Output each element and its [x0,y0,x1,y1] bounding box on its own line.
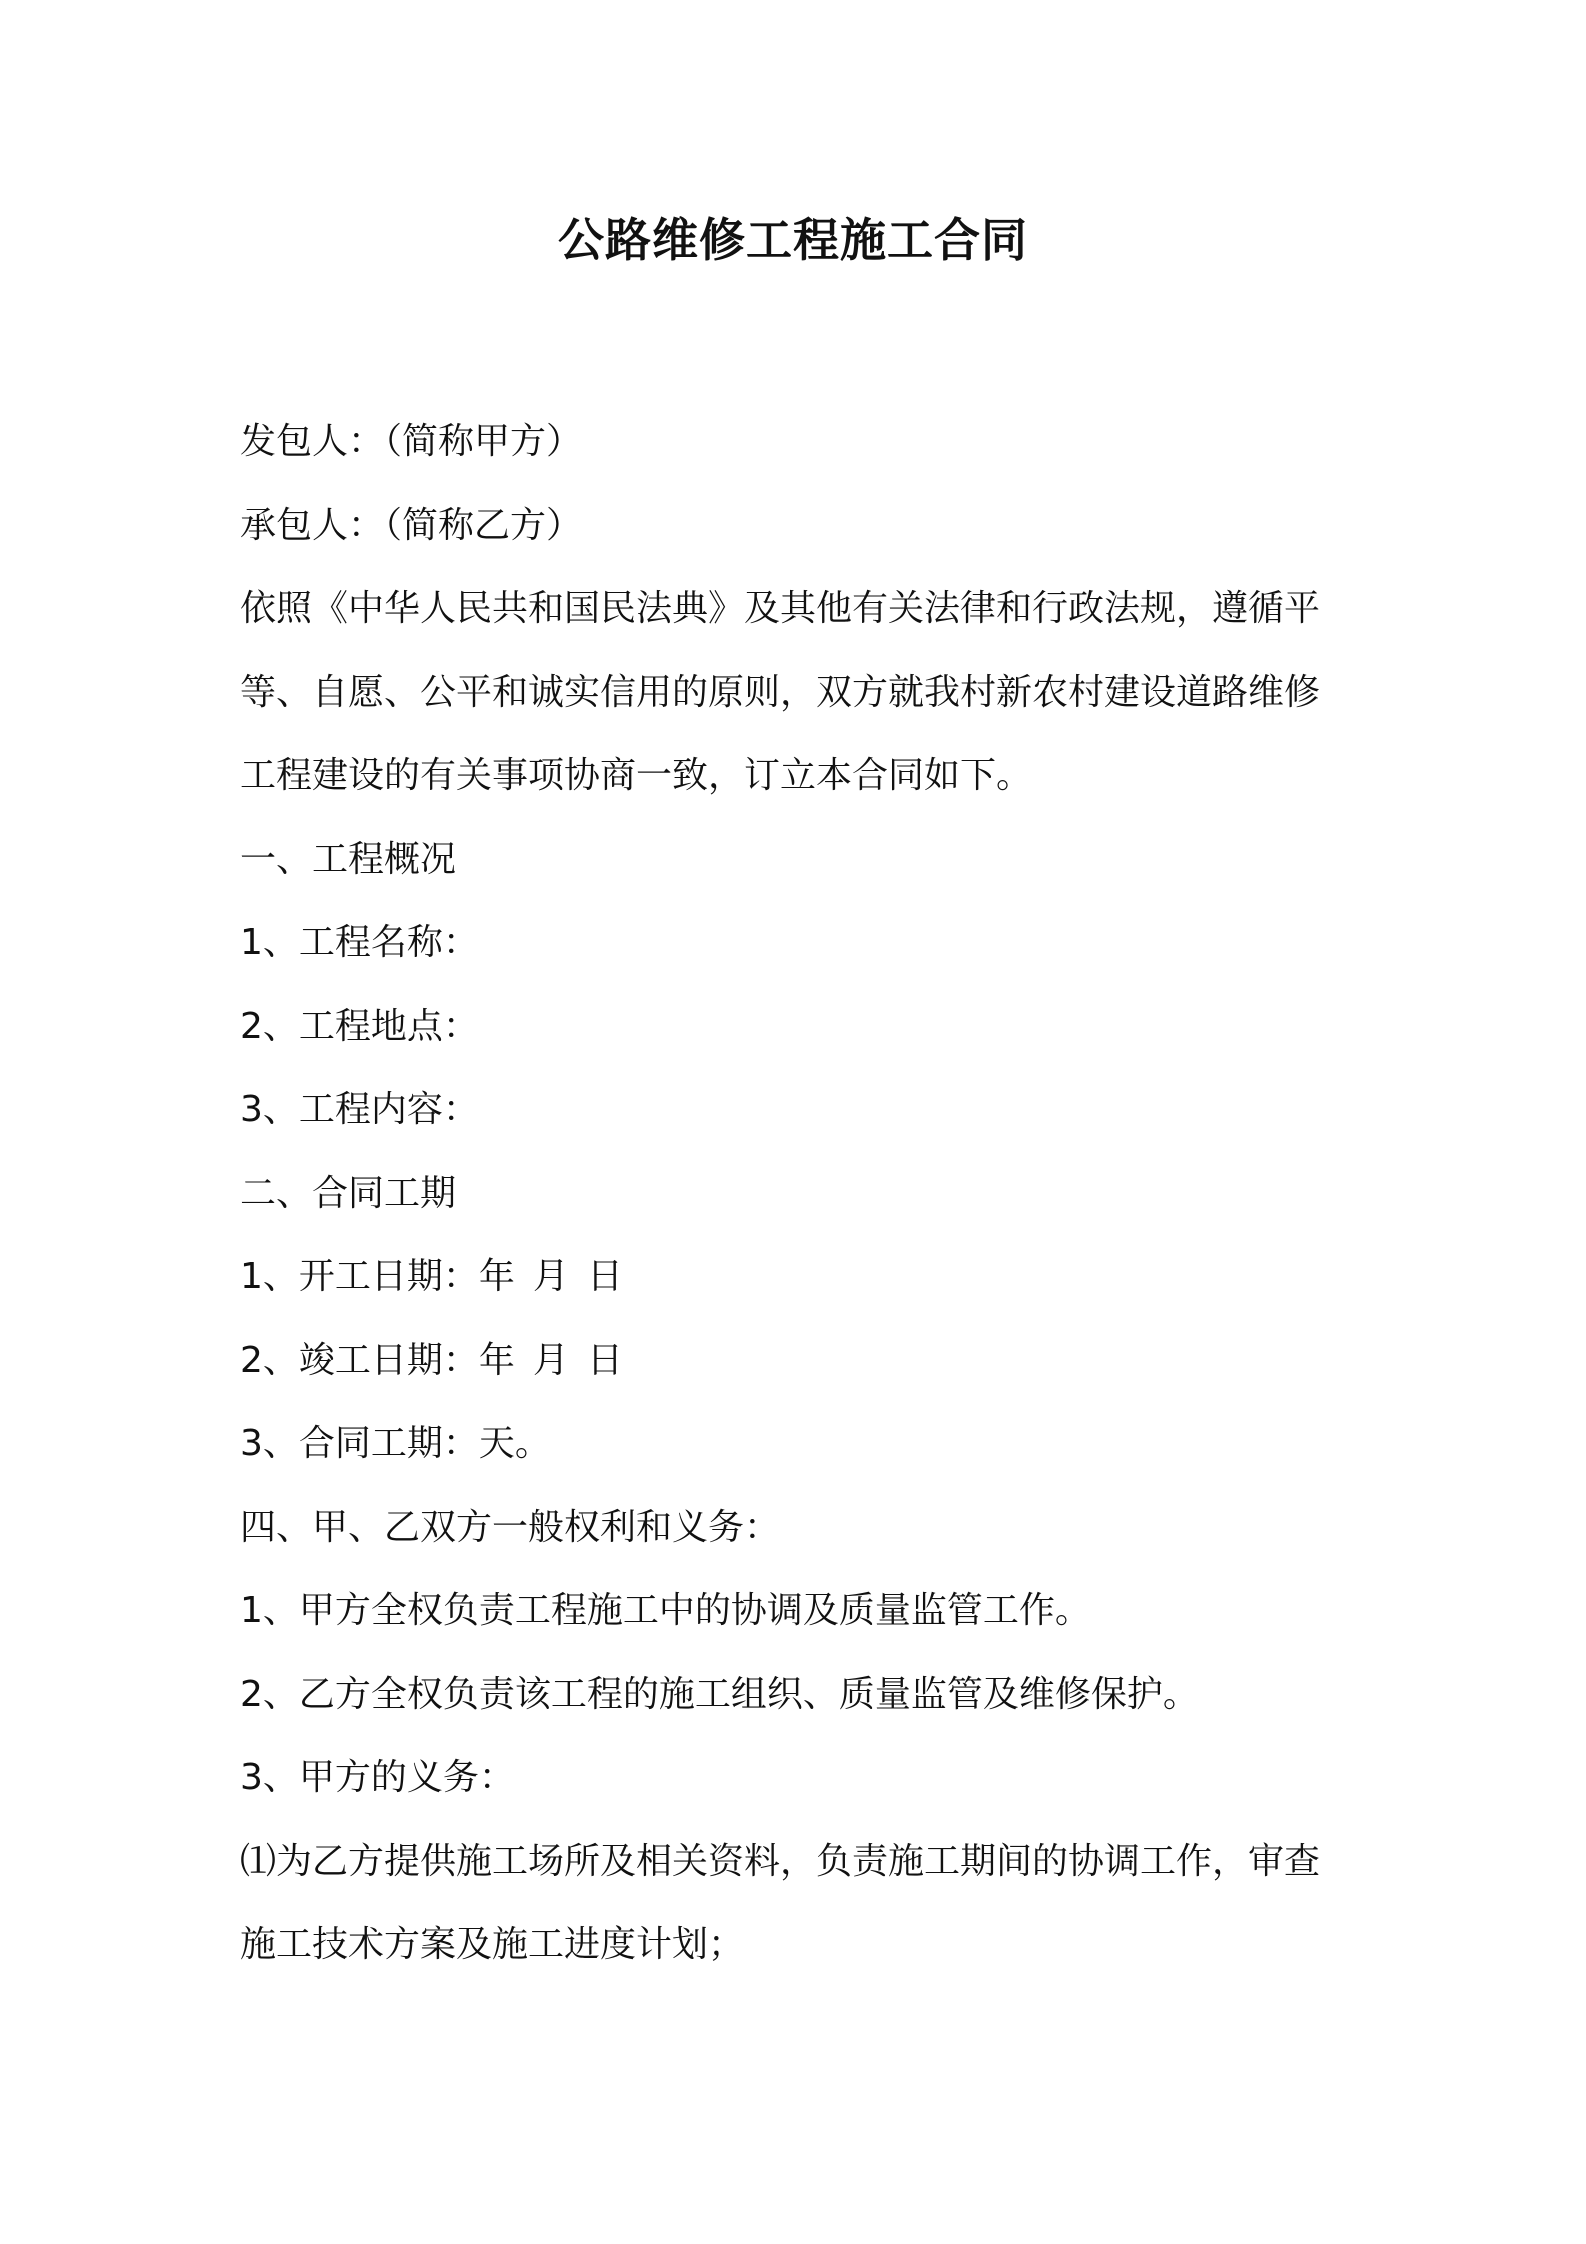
end-date-label: 2、竣工日期： [240,1339,479,1381]
paragraph-line: 1、工程名称： [240,922,479,963]
page-title: 公路维修工程施工合同 [558,213,1028,267]
paragraph-line: 承包人：（简称乙方） [240,504,583,546]
paragraph-line: 工程建设的有关事项协商一致，订立本合同如下。 [240,755,1033,796]
paragraph-line: 2、工程地点： [240,1005,479,1047]
section-heading: 一、工程概况 [240,838,457,880]
paragraph-line: 1、甲方全权负责工程施工中的协调及质量监管工作。 [240,1590,1091,1631]
paragraph-line: 3、合同工期：天。 [240,1423,551,1464]
paragraph-line: ⑴为乙方提供施工场所及相关资料，负责施工期间的协调工作，审查 [240,1840,1321,1882]
contract-body [240,400,1360,1987]
paragraph-line: 3、工程内容： [240,1089,479,1130]
paragraph-line: 3、甲方的义务： [240,1757,515,1798]
section-heading: 四、甲、乙双方一般权利和义务： [240,1506,781,1548]
start-date-month: 月 [532,1256,569,1297]
end-date-year: 年 [478,1339,515,1381]
start-date-day: 日 [586,1256,623,1297]
start-date-line [240,1235,1360,1319]
paragraph-line: 等、自愿、公平和诚实信用的原则，双方就我村新农村建设道路维修 [240,671,1321,713]
start-date-year: 年 [478,1256,515,1297]
paragraph-line: 依照《中华人民共和国民法典》及其他有关法律和行政法规，遵循平 [240,588,1321,629]
end-date-day: 日 [586,1339,623,1381]
paragraph-line: 2、乙方全权负责该工程的施工组织、质量监管及维修保护。 [240,1673,1199,1715]
paragraph-line: 施工技术方案及施工进度计划； [240,1924,745,1965]
section-heading: 二、合同工期 [240,1172,457,1214]
end-date-month: 月 [532,1339,569,1381]
paragraph-line: 发包人：（简称甲方） [240,421,583,462]
start-date-label: 1、开工日期： [240,1256,479,1297]
end-date-line [240,1319,1360,1403]
